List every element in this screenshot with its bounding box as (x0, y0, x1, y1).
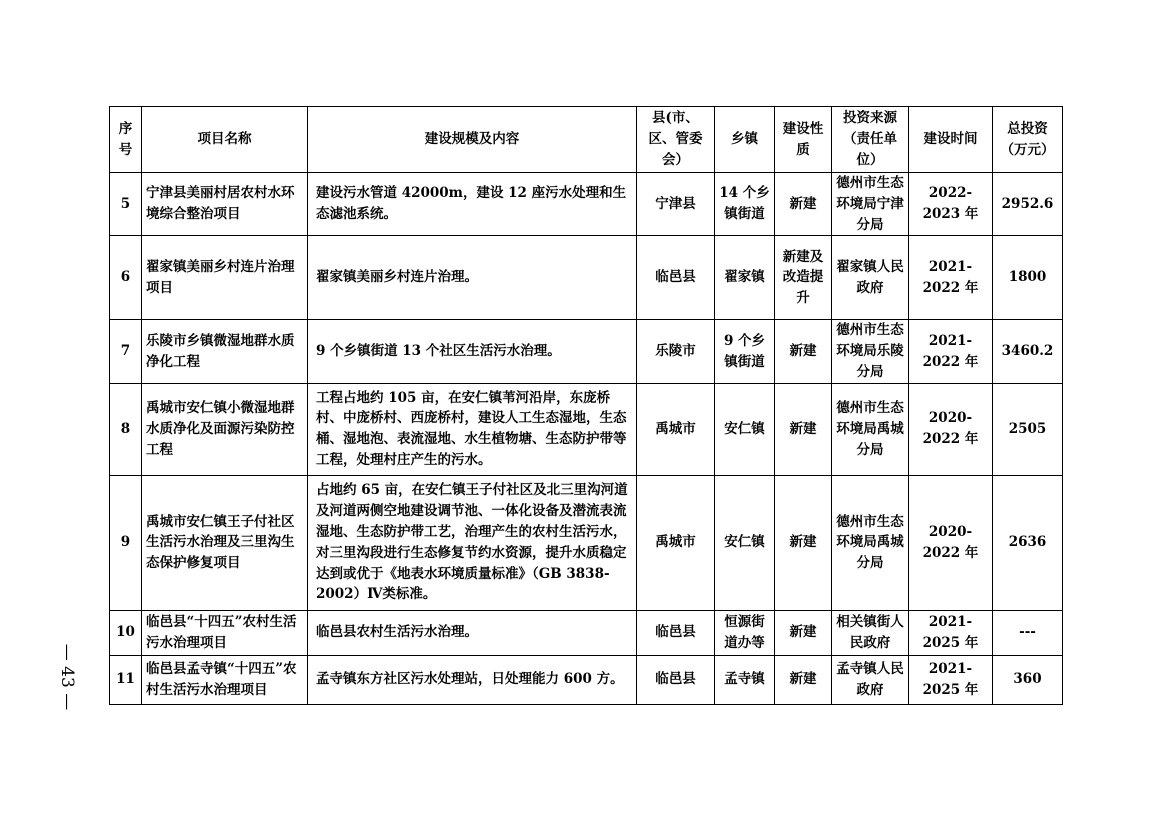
cell-name: 禹城市安仁镇王子付社区生活污水治理及三里沟生态保护修复项目 (142, 475, 308, 610)
cell-name: 临邑县孟寺镇“十四五”农村生活污水治理项目 (142, 655, 308, 704)
cell-county: 禹城市 (637, 475, 715, 610)
cell-seq: 11 (110, 655, 142, 704)
cell-town: 翟家镇 (715, 236, 775, 320)
cell-county: 临邑县 (637, 236, 715, 320)
header-seq: 序号 (110, 107, 142, 173)
table-header-row (110, 107, 1063, 173)
cell-seq: 5 (110, 173, 142, 236)
cell-funding: 德州市生态环境局乐陵分局 (832, 320, 909, 383)
cell-funding: 翟家镇人民政府 (832, 236, 909, 320)
cell-funding: 相关镇街人民政府 (832, 610, 909, 655)
cell-time: 2022-2023 年 (909, 173, 993, 236)
cell-content: 工程占地约 105 亩，在安仁镇苇河沿岸，东庞桥村、中庞桥村、西庞桥村，建设人工生态湿地，生态桶、湿地泡、表流湿地、水生植物塘、生态防护带等工程，处理村庄产生的污水。 (308, 383, 637, 475)
project-table (109, 106, 1063, 705)
header-investment: 总投资（万元） (993, 107, 1063, 173)
cell-time: 2021-2022 年 (909, 320, 993, 383)
table-row (110, 610, 1063, 655)
cell-funding: 德州市生态环境局禹城分局 (832, 383, 909, 475)
cell-nature: 新建 (775, 383, 832, 475)
cell-funding: 孟寺镇人民政府 (832, 655, 909, 704)
cell-content: 9 个乡镇街道 13 个社区生活污水治理。 (308, 320, 637, 383)
page-number: — 43 — (57, 643, 77, 711)
cell-time: 2021-2022 年 (909, 236, 993, 320)
cell-content: 翟家镇美丽乡村连片治理。 (308, 236, 637, 320)
cell-nature: 新建 (775, 475, 832, 610)
cell-time: 2021-2025 年 (909, 655, 993, 704)
cell-investment: 2636 (993, 475, 1063, 610)
cell-town: 恒源街道办等 (715, 610, 775, 655)
cell-time: 2021-2025 年 (909, 610, 993, 655)
cell-content: 孟寺镇东方社区污水处理站，日处理能力 600 方。 (308, 655, 637, 704)
table-row (110, 320, 1063, 383)
cell-content: 占地约 65 亩，在安仁镇王子付社区及北三里沟河道及河道两侧空地建设调节池、一体化设备及潜流表流湿地、生态防护带工艺，治理产生的农村生活污水，对三里沟段进行生态修复节约水资源，提升水质稳定达到或优于《地表水环境质量标准》（GB 3838-2002）Ⅳ类标准。 (308, 475, 637, 610)
cell-town: 14 个乡镇街道 (715, 173, 775, 236)
cell-seq: 8 (110, 383, 142, 475)
cell-name: 翟家镇美丽乡村连片治理项目 (142, 236, 308, 320)
cell-name: 禹城市安仁镇小微湿地群水质净化及面源污染防控工程 (142, 383, 308, 475)
cell-content: 临邑县农村生活污水治理。 (308, 610, 637, 655)
cell-county: 宁津县 (637, 173, 715, 236)
table-row (110, 383, 1063, 475)
cell-town: 孟寺镇 (715, 655, 775, 704)
header-content: 建设规模及内容 (308, 107, 637, 173)
header-nature: 建设性质 (775, 107, 832, 173)
cell-time: 2020-2022 年 (909, 475, 993, 610)
cell-county: 禹城市 (637, 383, 715, 475)
table-row (110, 173, 1063, 236)
table-row (110, 655, 1063, 704)
cell-investment: 1800 (993, 236, 1063, 320)
cell-town: 安仁镇 (715, 383, 775, 475)
header-town: 乡镇 (715, 107, 775, 173)
cell-nature: 新建 (775, 320, 832, 383)
table-row (110, 475, 1063, 610)
cell-investment: 3460.2 (993, 320, 1063, 383)
header-county: 县(市、区、管委会） (637, 107, 715, 173)
cell-name: 宁津县美丽村居农村水环境综合整治项目 (142, 173, 308, 236)
cell-nature: 新建 (775, 655, 832, 704)
cell-investment: 2505 (993, 383, 1063, 475)
cell-seq: 6 (110, 236, 142, 320)
cell-funding: 德州市生态环境局宁津分局 (832, 173, 909, 236)
header-name: 项目名称 (142, 107, 308, 173)
cell-name: 乐陵市乡镇微湿地群水质净化工程 (142, 320, 308, 383)
table-row (110, 236, 1063, 320)
cell-nature: 新建 (775, 173, 832, 236)
cell-town: 安仁镇 (715, 475, 775, 610)
header-funding: 投资来源（责任单位） (832, 107, 909, 173)
cell-county: 乐陵市 (637, 320, 715, 383)
cell-investment: 360 (993, 655, 1063, 704)
cell-name: 临邑县“十四五”农村生活污水治理项目 (142, 610, 308, 655)
cell-nature: 新建 (775, 610, 832, 655)
cell-funding: 德州市生态环境局禹城分局 (832, 475, 909, 610)
cell-seq: 10 (110, 610, 142, 655)
cell-investment: --- (993, 610, 1063, 655)
cell-content: 建设污水管道 42000m，建设 12 座污水处理和生态滤池系统。 (308, 173, 637, 236)
cell-nature: 新建及改造提升 (775, 236, 832, 320)
cell-investment: 2952.6 (993, 173, 1063, 236)
header-time: 建设时间 (909, 107, 993, 173)
cell-seq: 7 (110, 320, 142, 383)
cell-time: 2020-2022 年 (909, 383, 993, 475)
cell-county: 临邑县 (637, 610, 715, 655)
cell-county: 临邑县 (637, 655, 715, 704)
cell-seq: 9 (110, 475, 142, 610)
cell-town: 9 个乡镇街道 (715, 320, 775, 383)
